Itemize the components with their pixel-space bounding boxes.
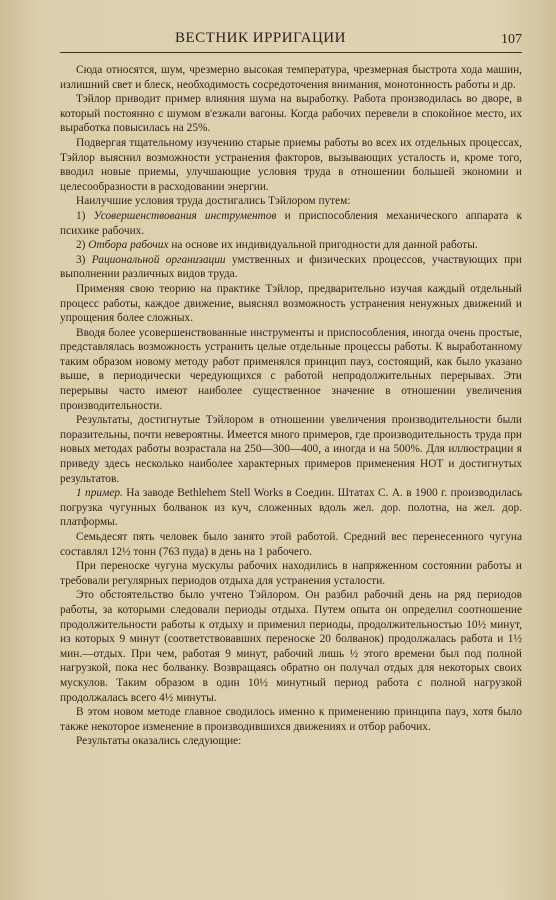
- paragraph: Результаты оказались следующие:: [76, 735, 242, 748]
- paragraph: Тэйлор приводит пример влияния шума на выработку. Работа производилась во дворе, в который постоянно с шумом в'езжали вагоны. Когда рабочих перевели в спокойное место, их выработка повысилась на 25%.: [60, 93, 522, 135]
- paragraph: Семьдесят пять человек было занято этой работой. Средний вес перенесенного чугуна составлял 12½ тонн (763 пуда) в день на 1 рабочего.: [60, 531, 522, 558]
- list-item: 1) Усовершенствования инструментов и приспособления механического аппарата к психике рабочих.: [60, 209, 522, 237]
- paragraph: Сюда относятся, шум, чрезмерно высокая температура, чрезмерная быстрота хода машин, излишний свет и блеск, необходимость сосредоточения внимания, монотонность работы и др.: [60, 64, 522, 91]
- paragraph: Вводя более усовершенствованные инструменты и приспособления, иногда очень простые, представлялась возможность устранить целые отдельные процессы работы. К выработанному таким образом новому методу работ применялся принцип пауз, состоящий, как было указано выше, в периодически чередующихся с работой непродолжительных перерывах. Эти перерывы часто имеют наиболее существенное значение в отношении увеличения производительности.: [60, 326, 522, 412]
- paragraph: При переноске чугуна мускулы рабочих находились в напряженном состоянии работы и требовали регулярных периодов отдыха для устранения усталости.: [60, 560, 522, 587]
- paragraph: Применяя свою теорию на практике Тэйлор, предварительно изучая каждый отдельный процесс работы, каждое движение, выяснял возможность устранения ненужных движений и упрощения более сложных.: [60, 282, 522, 325]
- list-item: 2) Отбора рабочих на основе их индивидуальной пригодности для данной работы.: [76, 239, 478, 252]
- page-number: 107: [501, 32, 522, 47]
- paragraph: Подвергая тщательному изучению старые приемы работы во всех их отдельных процессах, Тэйлор выяснил возможности устранения факторов, вызывающих усталость и, кроме того, вводил новые приемы, улучшающие условия труда в отношении большей экономии и целесообразности в расходовании энергии.: [60, 136, 522, 193]
- journal-title: ВЕСТНИК ИРРИГАЦИИ: [175, 30, 346, 46]
- article-body: [60, 63, 522, 749]
- paragraph: Результаты, достигнутые Тэйлором в отношении увеличения производительности были поразительны, почти невероятны. Имеется много примеров, где производительность труда при новых методах работы возрастала на 250—300—400, а иногда и на 500%. Для иллюстрации я приведу здесь несколько наиболее характерных примеров применения НОТ и достигнутых результатов.: [60, 414, 522, 485]
- paragraph: В этом новом методе главное сводилось именно к применению принципа пауз, хотя было также некоторое изменение в производившихся движениях и отбор рабочих.: [60, 706, 522, 733]
- running-header: [60, 30, 522, 53]
- paragraph: Это обстоятельство было учтено Тэйлором. Он разбил рабочий день на ряд периодов работы, за которыми следовали периоды отдыха. Путем опыта он определил соотношение продолжительности работы к отдыху и применил периоды, продолжительностью 10½ минут, из которых 9 минут (соответствовавших переноске 20 болванок) продолжалась работа и 1½ мин.—отдых. При чем, работая 9 минут, рабочий лишь ½ этого времени был под полной нагрузкой, пока нес болванку. Возвращаясь обратно он получал отдых для некоторых своих мускулов. Таким образом в один 10½ минутный период работа с полной нагрузкой продолжалась всего 4½ минуты.: [60, 589, 522, 704]
- list-item: 3) Рациональной организации умственных и физических процессов, участвующих при выполнении различных видов труда.: [60, 253, 522, 281]
- paragraph: 1 пример. На заводе Bethlehem Stell Works в Соедин. Штатах С. А. в 1900 г. производилась погрузка чугунных болванок из куч, сложенных вдоль жел. дор. полотна, на жел. дор. платформы.: [60, 487, 522, 529]
- paragraph: Наилучшие условия труда достигались Тэйлором путем:: [76, 195, 351, 208]
